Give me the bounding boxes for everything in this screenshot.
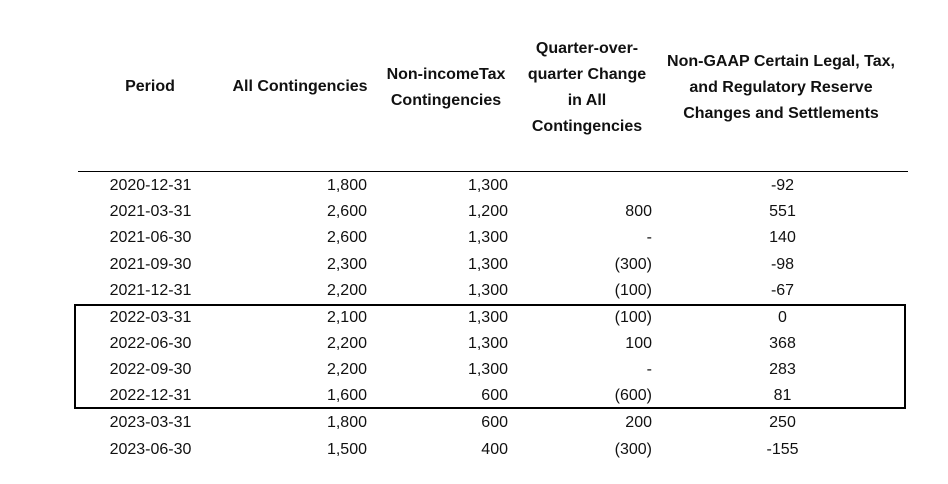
table-row	[0, 383, 948, 409]
cell-non-income-tax: 600	[481, 387, 508, 404]
cell-qoq-change: 100	[625, 335, 652, 352]
header-qoq-change-line-4: Contingencies	[531, 118, 643, 135]
cell-non-income-tax: 1,300	[467, 361, 508, 378]
cell-period: 2022-03-31	[109, 309, 192, 326]
cell-qoq-change: 200	[625, 414, 652, 431]
cell-non-income-tax: 400	[481, 441, 508, 458]
cell-period: 2021-03-31	[109, 203, 192, 220]
header-qoq-change	[516, 36, 658, 140]
cell-all-contingencies: 2,200	[326, 361, 367, 378]
cell-non-gaap: 140	[769, 229, 796, 246]
header-non-income-tax-line-2: Contingencies	[390, 92, 502, 109]
table-row	[0, 225, 948, 251]
cell-all-contingencies: 2,100	[326, 309, 367, 326]
cell-period: 2020-12-31	[109, 177, 192, 194]
table-row	[0, 278, 948, 304]
header-period-line-1: Period	[125, 78, 175, 95]
cell-qoq-change: (100)	[614, 309, 652, 326]
cell-non-gaap: 551	[769, 203, 796, 220]
cell-non-income-tax: 1,300	[467, 335, 508, 352]
header-divider	[78, 171, 908, 172]
table-row	[0, 331, 948, 357]
cell-all-contingencies: 2,200	[326, 335, 367, 352]
cell-all-contingencies: 2,600	[326, 203, 367, 220]
cell-non-income-tax: 1,300	[467, 256, 508, 273]
table-row	[0, 305, 948, 331]
header-qoq-change-line-1: Quarter-over-	[535, 40, 639, 57]
cell-non-gaap: -92	[770, 177, 795, 194]
header-period	[100, 74, 200, 100]
cell-all-contingencies: 2,300	[326, 256, 367, 273]
cell-all-contingencies: 1,800	[326, 177, 367, 194]
cell-non-gaap: 250	[769, 414, 796, 431]
cell-non-gaap: 368	[769, 335, 796, 352]
table-row	[0, 410, 948, 436]
cell-all-contingencies: 1,800	[326, 414, 367, 431]
cell-non-income-tax: 1,200	[467, 203, 508, 220]
header-all-contingencies	[222, 74, 378, 100]
cell-non-income-tax: 600	[481, 414, 508, 431]
cell-non-gaap: 81	[773, 387, 792, 404]
cell-qoq-change: 800	[625, 203, 652, 220]
table-row	[0, 199, 948, 225]
cell-qoq-change: (600)	[614, 387, 652, 404]
cell-non-income-tax: 1,300	[467, 229, 508, 246]
cell-qoq-change: (300)	[614, 441, 652, 458]
table-row	[0, 437, 948, 463]
cell-period: 2022-12-31	[109, 387, 192, 404]
header-qoq-change-line-2: quarter Change	[527, 66, 647, 83]
header-qoq-change-line-3: in All	[567, 92, 607, 109]
cell-non-gaap: 283	[769, 361, 796, 378]
cell-qoq-change: (100)	[614, 282, 652, 299]
cell-period: 2022-06-30	[109, 335, 192, 352]
cell-qoq-change: -	[646, 229, 652, 246]
cell-period: 2023-03-31	[109, 414, 192, 431]
cell-qoq-change: -	[646, 361, 652, 378]
table-row	[0, 252, 948, 278]
header-non-income-tax	[376, 62, 516, 114]
cell-period: 2021-06-30	[109, 229, 192, 246]
table-row	[0, 173, 948, 199]
header-all-contingencies-line-1: All Contingencies	[232, 78, 368, 95]
cell-all-contingencies: 1,600	[326, 387, 367, 404]
cell-non-gaap: -67	[770, 282, 795, 299]
cell-non-gaap: -98	[770, 256, 795, 273]
cell-period: 2021-09-30	[109, 256, 192, 273]
cell-qoq-change: (300)	[614, 256, 652, 273]
header-non-gaap	[655, 49, 907, 127]
cell-all-contingencies: 2,600	[326, 229, 367, 246]
cell-period: 2022-09-30	[109, 361, 192, 378]
cell-period: 2021-12-31	[109, 282, 192, 299]
cell-all-contingencies: 2,200	[326, 282, 367, 299]
header-non-gaap-line-2: and Regulatory Reserve	[689, 79, 873, 96]
cell-period: 2023-06-30	[109, 441, 192, 458]
cell-non-gaap: -155	[766, 441, 799, 458]
cell-all-contingencies: 1,500	[326, 441, 367, 458]
cell-non-income-tax: 1,300	[467, 177, 508, 194]
cell-non-gaap: 0	[778, 309, 787, 326]
header-non-gaap-line-3: Changes and Settlements	[683, 105, 879, 122]
header-non-income-tax-line-1: Non-incomeTax	[386, 66, 506, 83]
cell-non-income-tax: 1,300	[467, 309, 508, 326]
table-row	[0, 357, 948, 383]
header-non-gaap-line-1: Non-GAAP Certain Legal, Tax,	[667, 53, 895, 70]
cell-non-income-tax: 1,300	[467, 282, 508, 299]
